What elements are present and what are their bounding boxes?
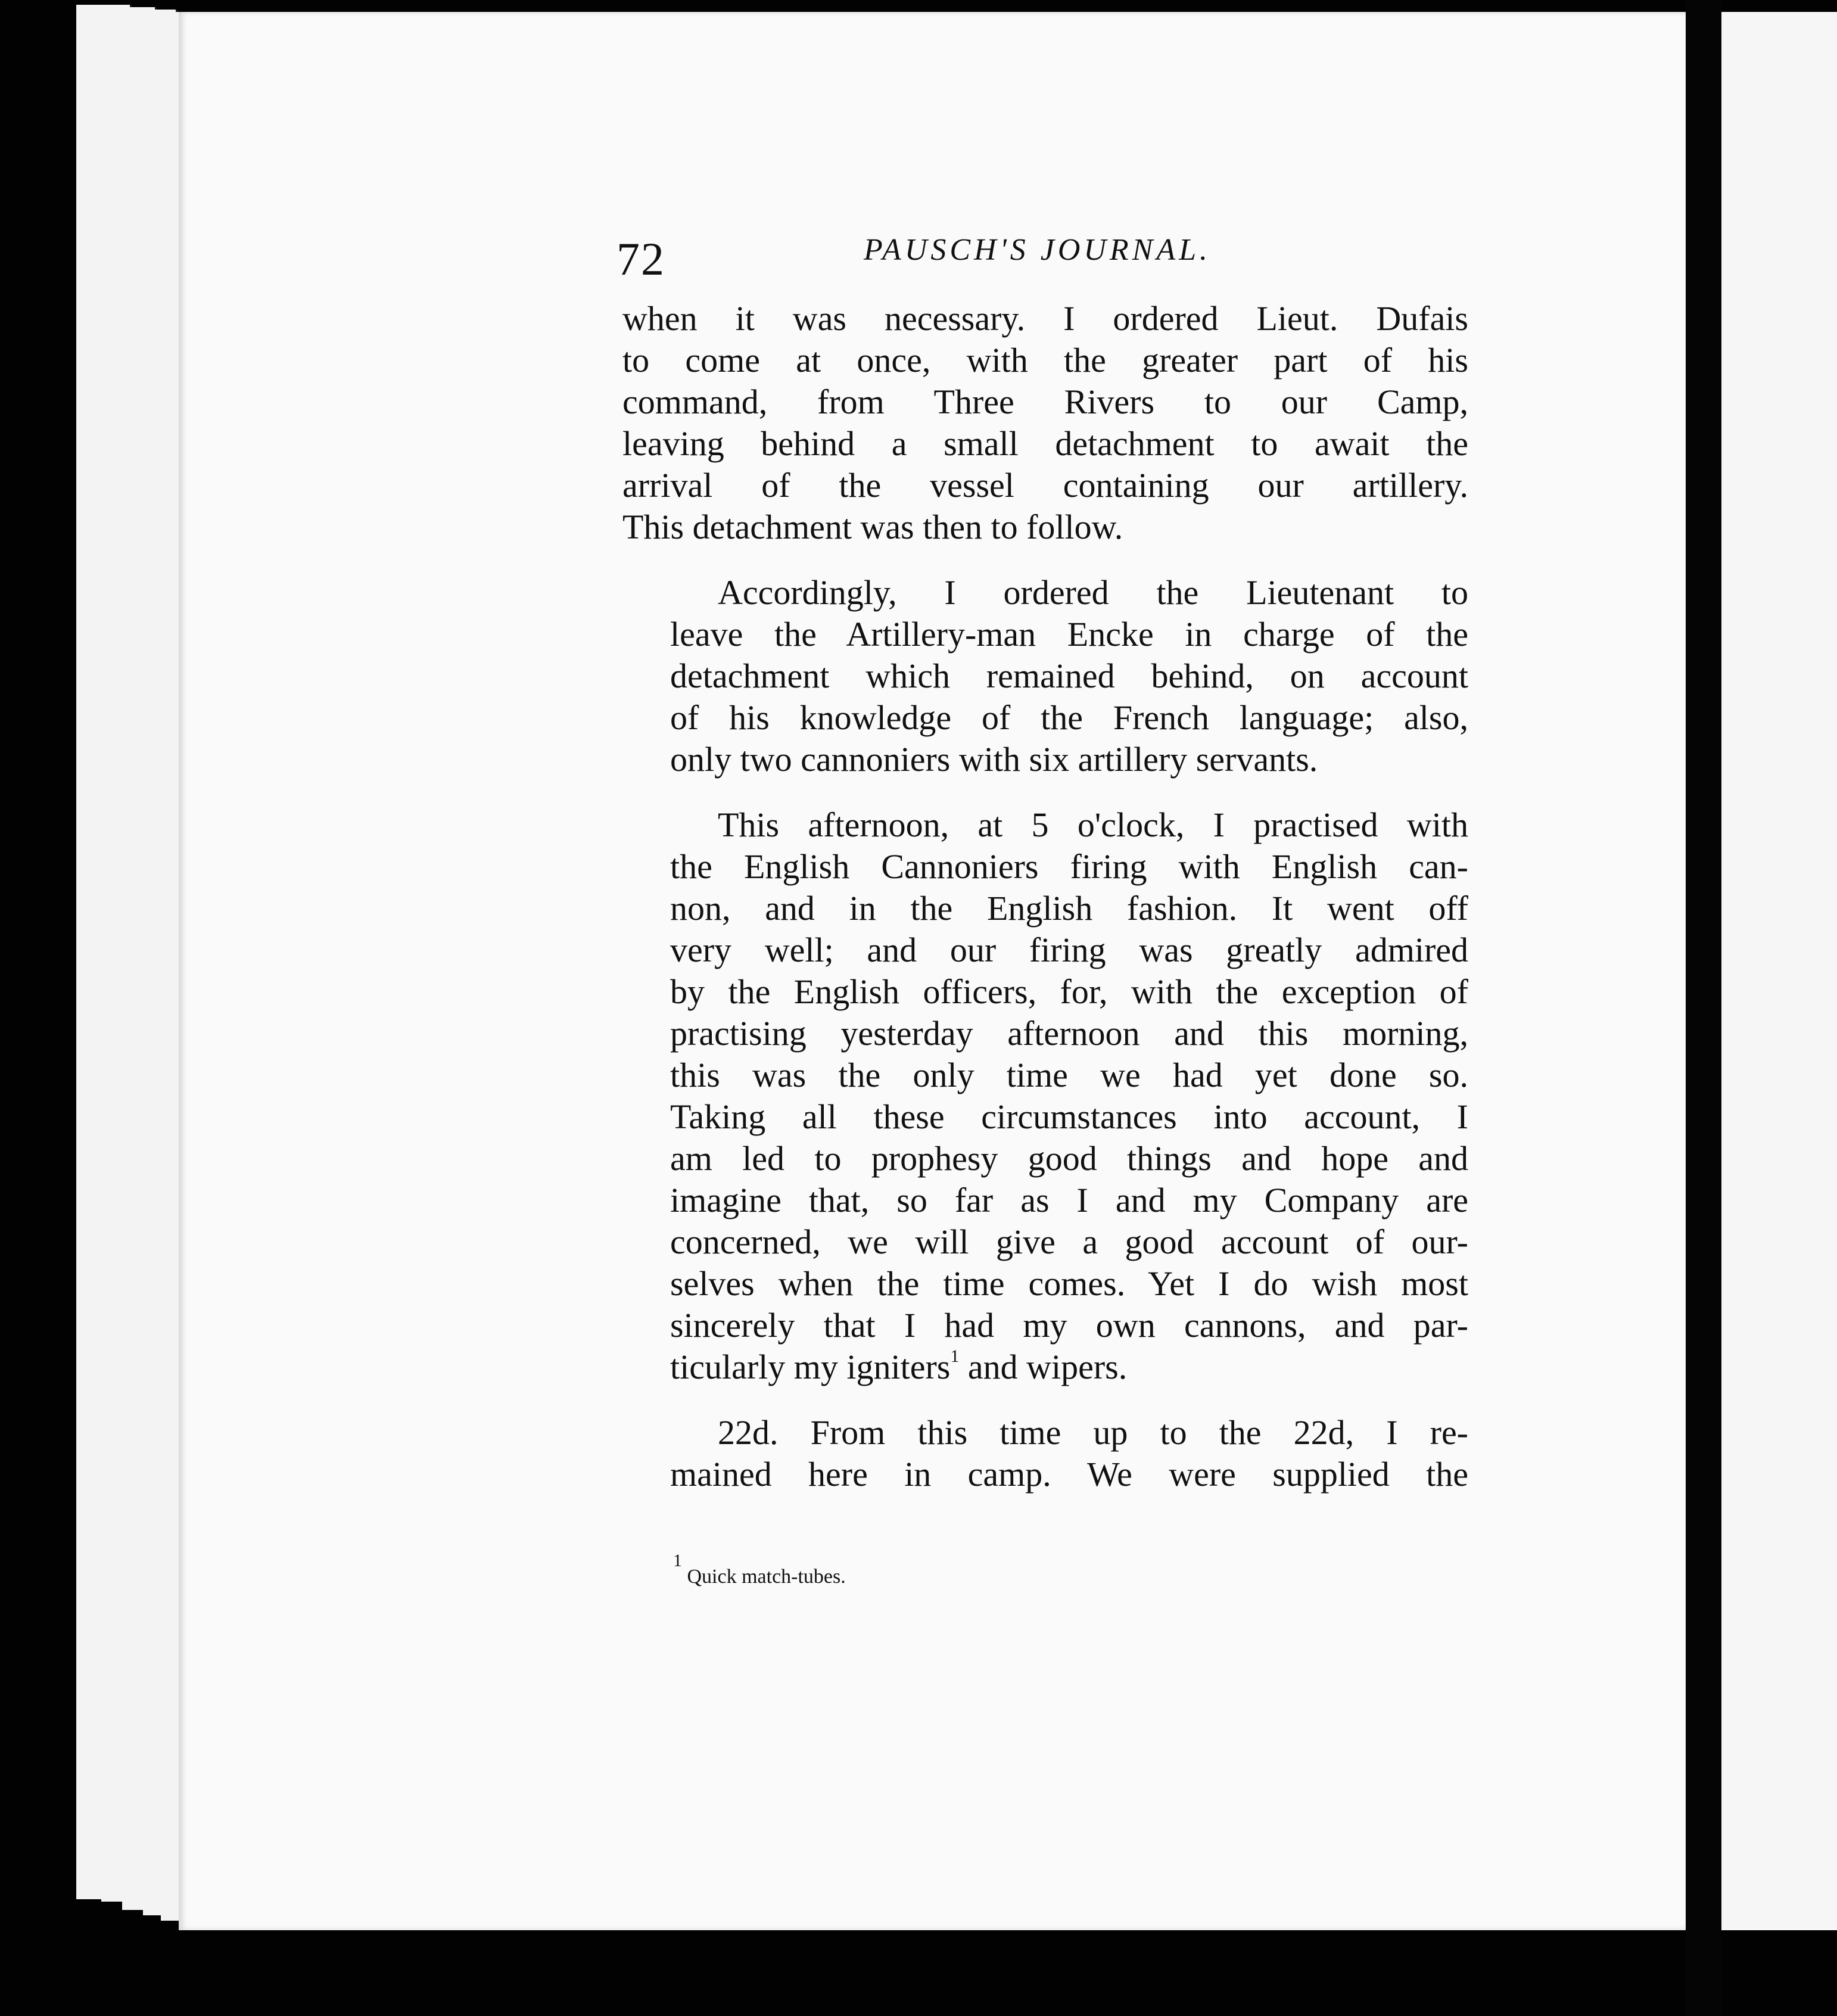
book-gutter xyxy=(1686,0,1721,2016)
page-number: 72 xyxy=(617,233,665,285)
text-line: imagine that, so far as I and my Company are xyxy=(670,1181,1468,1219)
text-line: when it was necessary. I ordered Lieut. Dufais xyxy=(622,299,1468,338)
text-line: very well; and our firing was greatly admired xyxy=(670,931,1468,969)
text-line: only two cannoniers with six artillery servants. xyxy=(670,740,1318,779)
footnote-reference: 1 xyxy=(950,1346,960,1366)
text-segment: and wipers. xyxy=(967,1348,1128,1386)
paragraph-4 xyxy=(622,1412,1468,1495)
text-line: this was the only time we had yet done so. xyxy=(670,1056,1468,1094)
text-line: detachment which remained behind, on account xyxy=(670,657,1468,695)
running-title: PAUSCH'S JOURNAL. xyxy=(864,233,1212,267)
text-line: non, and in the English fashion. It went off xyxy=(670,889,1468,928)
next-page-edge xyxy=(1721,12,1837,1930)
paragraph-3 xyxy=(622,804,1468,1388)
text-line: sincerely that I had my own cannons, and par- xyxy=(670,1306,1468,1345)
text-segment: ticularly my igniters xyxy=(670,1348,951,1386)
text-line: of his knowledge of the French language; also, xyxy=(670,698,1468,737)
footnote-marker: 1 xyxy=(673,1551,682,1570)
text-line: This detachment was then to follow. xyxy=(622,508,1123,546)
body-text xyxy=(622,298,1468,1519)
text-line: Accordingly, I ordered the Lieutenant to xyxy=(718,573,1468,612)
text-line: leave the Artillery-man Encke in charge of the xyxy=(670,615,1468,654)
paragraph-2 xyxy=(622,572,1468,780)
text-line: mained here in camp. We were supplied the xyxy=(670,1455,1468,1494)
text-line: to come at once, with the greater part of his xyxy=(622,341,1468,379)
paragraph-1 xyxy=(622,298,1468,548)
footnote-text: Quick match-tubes. xyxy=(687,1566,846,1588)
text-line: by the English officers, for, with the exception of xyxy=(670,972,1468,1011)
text-line: 22d. From this time up to the 22d, I re- xyxy=(718,1413,1468,1452)
text-line xyxy=(622,1346,1468,1388)
text-line: command, from Three Rivers to our Camp, xyxy=(622,382,1468,421)
text-line: selves when the time comes. Yet I do wish most xyxy=(670,1264,1468,1303)
text-line: leaving behind a small detachment to await the xyxy=(622,424,1468,463)
footnote xyxy=(673,1551,846,1588)
text-line: concerned, we will give a good account of our- xyxy=(670,1222,1468,1261)
text-line: Taking all these circumstances into account, I xyxy=(670,1097,1468,1136)
text-line: the English Cannoniers firing with English can- xyxy=(670,847,1468,886)
text-line: practising yesterday afternoon and this morning, xyxy=(670,1014,1468,1053)
text-line: am led to prophesy good things and hope and xyxy=(670,1139,1468,1178)
text-line: arrival of the vessel containing our artillery. xyxy=(622,466,1468,505)
text-line: This afternoon, at 5 o'clock, I practised with xyxy=(718,805,1468,844)
